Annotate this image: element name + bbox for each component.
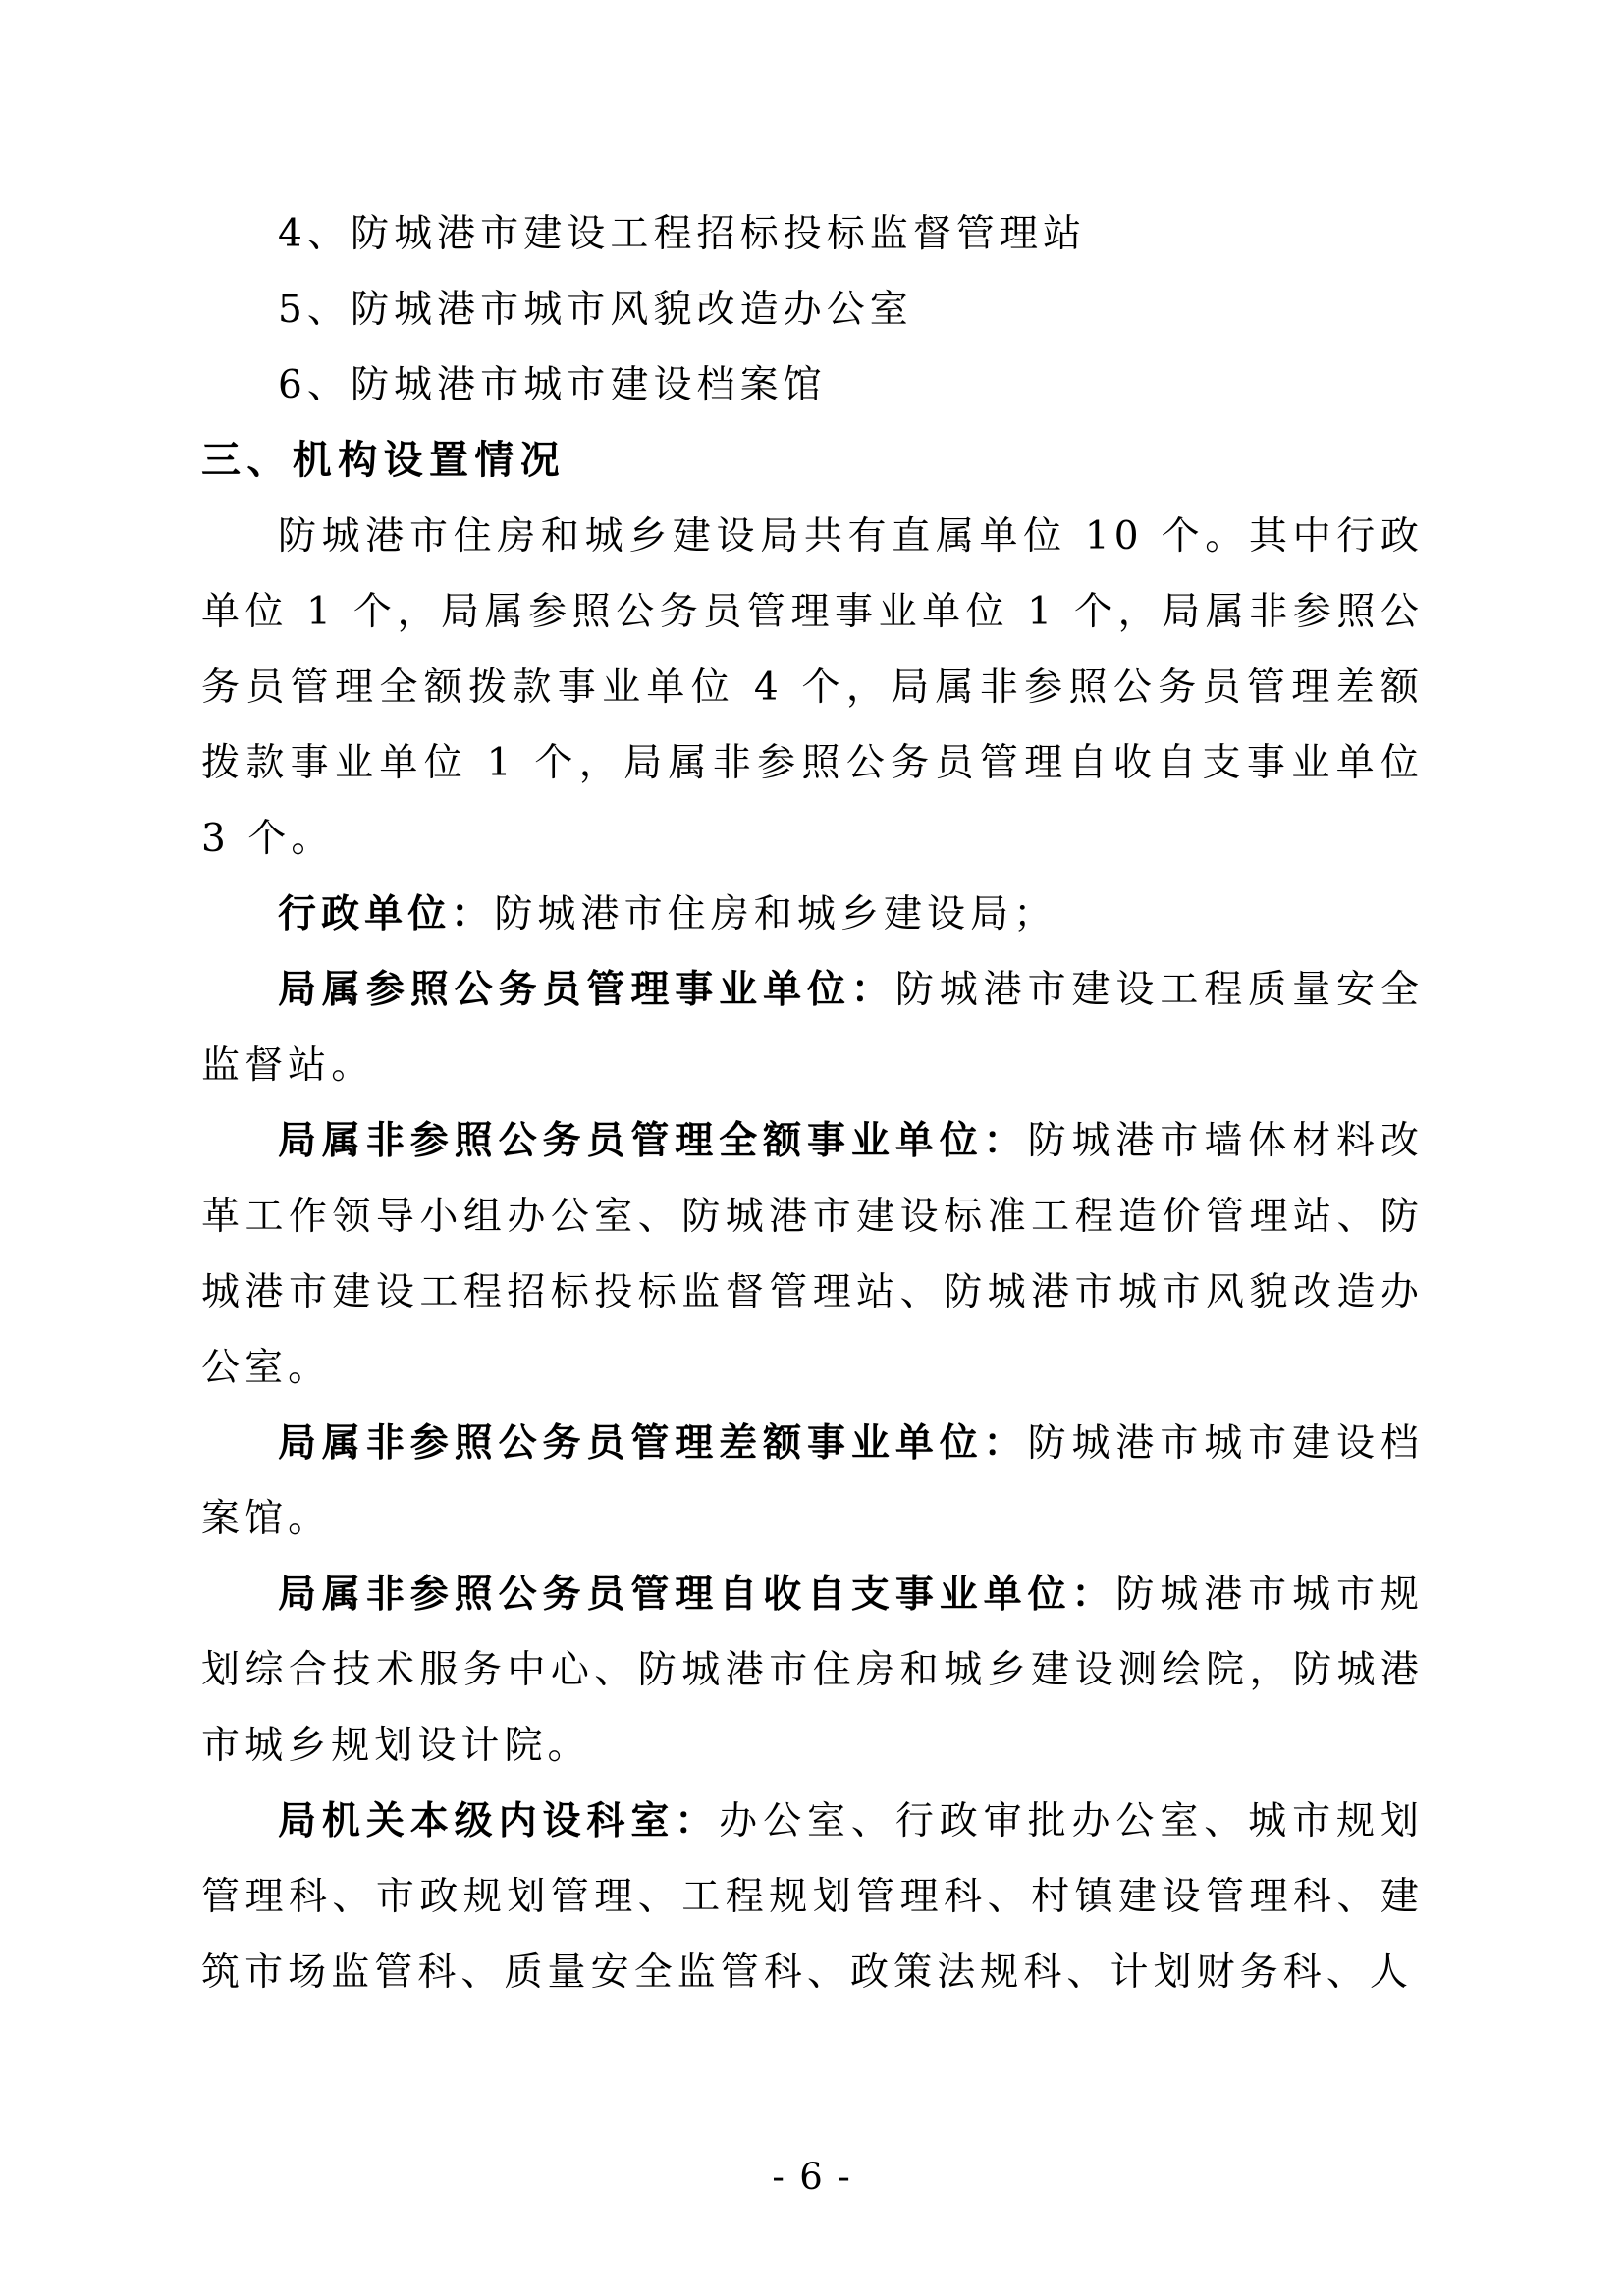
paragraph-full-funding-units-text: 防城港市墙体材料改革工作领导小组办公室、防城港市建设标准工程造价管理站、防城港市建设工程招标投标监督管理站、防城港市城市风貌改造办公室。 bbox=[201, 1119, 1424, 1390]
paragraph-self-funded-units-text: 防城港市城市规划综合技术服务中心、防城港市住房和城乡建设测绘院，防城港市城乡规划设计院。 bbox=[201, 1573, 1424, 1768]
list-item-4 bbox=[201, 196, 1424, 272]
list-item-6-text: 6、防城港市城市建设档案馆 bbox=[278, 363, 827, 407]
paragraph-internal-departments bbox=[201, 1784, 1424, 2010]
paragraph-internal-departments-lead: 局机关本级内设科室： bbox=[278, 1800, 720, 1842]
paragraph-differential-funding-unit bbox=[201, 1406, 1424, 1557]
paragraph-administrative-unit-lead: 行政单位： bbox=[278, 893, 495, 935]
paragraph-full-funding-units bbox=[201, 1103, 1424, 1406]
paragraph-civil-service-managed-unit bbox=[201, 952, 1424, 1103]
paragraph-civil-service-managed-unit-lead: 局属参照公务员管理事业单位： bbox=[278, 969, 895, 1011]
paragraph-civil-service-managed-unit-text: 防城港市建设工程质量安全监督站。 bbox=[201, 968, 1424, 1088]
list-item-4-text: 4、防城港市建设工程招标投标监督管理站 bbox=[278, 212, 1087, 256]
list-item-5-text: 5、防城港市城市风貌改造办公室 bbox=[278, 288, 913, 332]
document-body bbox=[201, 196, 1424, 2010]
paragraph-overview bbox=[201, 499, 1424, 877]
paragraph-full-funding-units-lead: 局属非参照公务员管理全额事业单位： bbox=[278, 1120, 1028, 1162]
paragraph-administrative-unit bbox=[201, 877, 1424, 952]
paragraph-internal-departments-text: 办公室、行政审批办公室、城市规划管理科、市政规划管理、工程规划管理科、村镇建设管理科、建筑市场监管科、质量安全监管科、政策法规科、计划财务科、人 bbox=[201, 1799, 1424, 1995]
section-heading: 三、机构设置情况 bbox=[201, 439, 567, 482]
paragraph-self-funded-units bbox=[201, 1557, 1424, 1784]
paragraph-differential-funding-unit-text: 防城港市城市建设档案馆。 bbox=[201, 1421, 1424, 1541]
paragraph-self-funded-units-lead: 局属非参照公务员管理自收自支事业单位： bbox=[278, 1574, 1116, 1616]
paragraph-administrative-unit-text: 防城港市住房和城乡建设局； bbox=[494, 892, 1057, 936]
paragraph-differential-funding-unit-lead: 局属非参照公务员管理差额事业单位： bbox=[278, 1422, 1028, 1465]
page-number: - 6 - bbox=[772, 2156, 852, 2198]
paragraph-overview-text: 防城港市住房和城乡建设局共有直属单位 10 个。其中行政单位 1 个，局属参照公务员管理事业单位 1 个，局属非参照公务员管理全额拨款事业单位 4 个，局属非参照公务员管理差额拨款事业单位 1 个，局属非参照公务员管理自收自支事业单位 3 个。 bbox=[201, 514, 1424, 861]
list-item-5 bbox=[201, 272, 1424, 347]
list-item-6 bbox=[201, 347, 1424, 423]
